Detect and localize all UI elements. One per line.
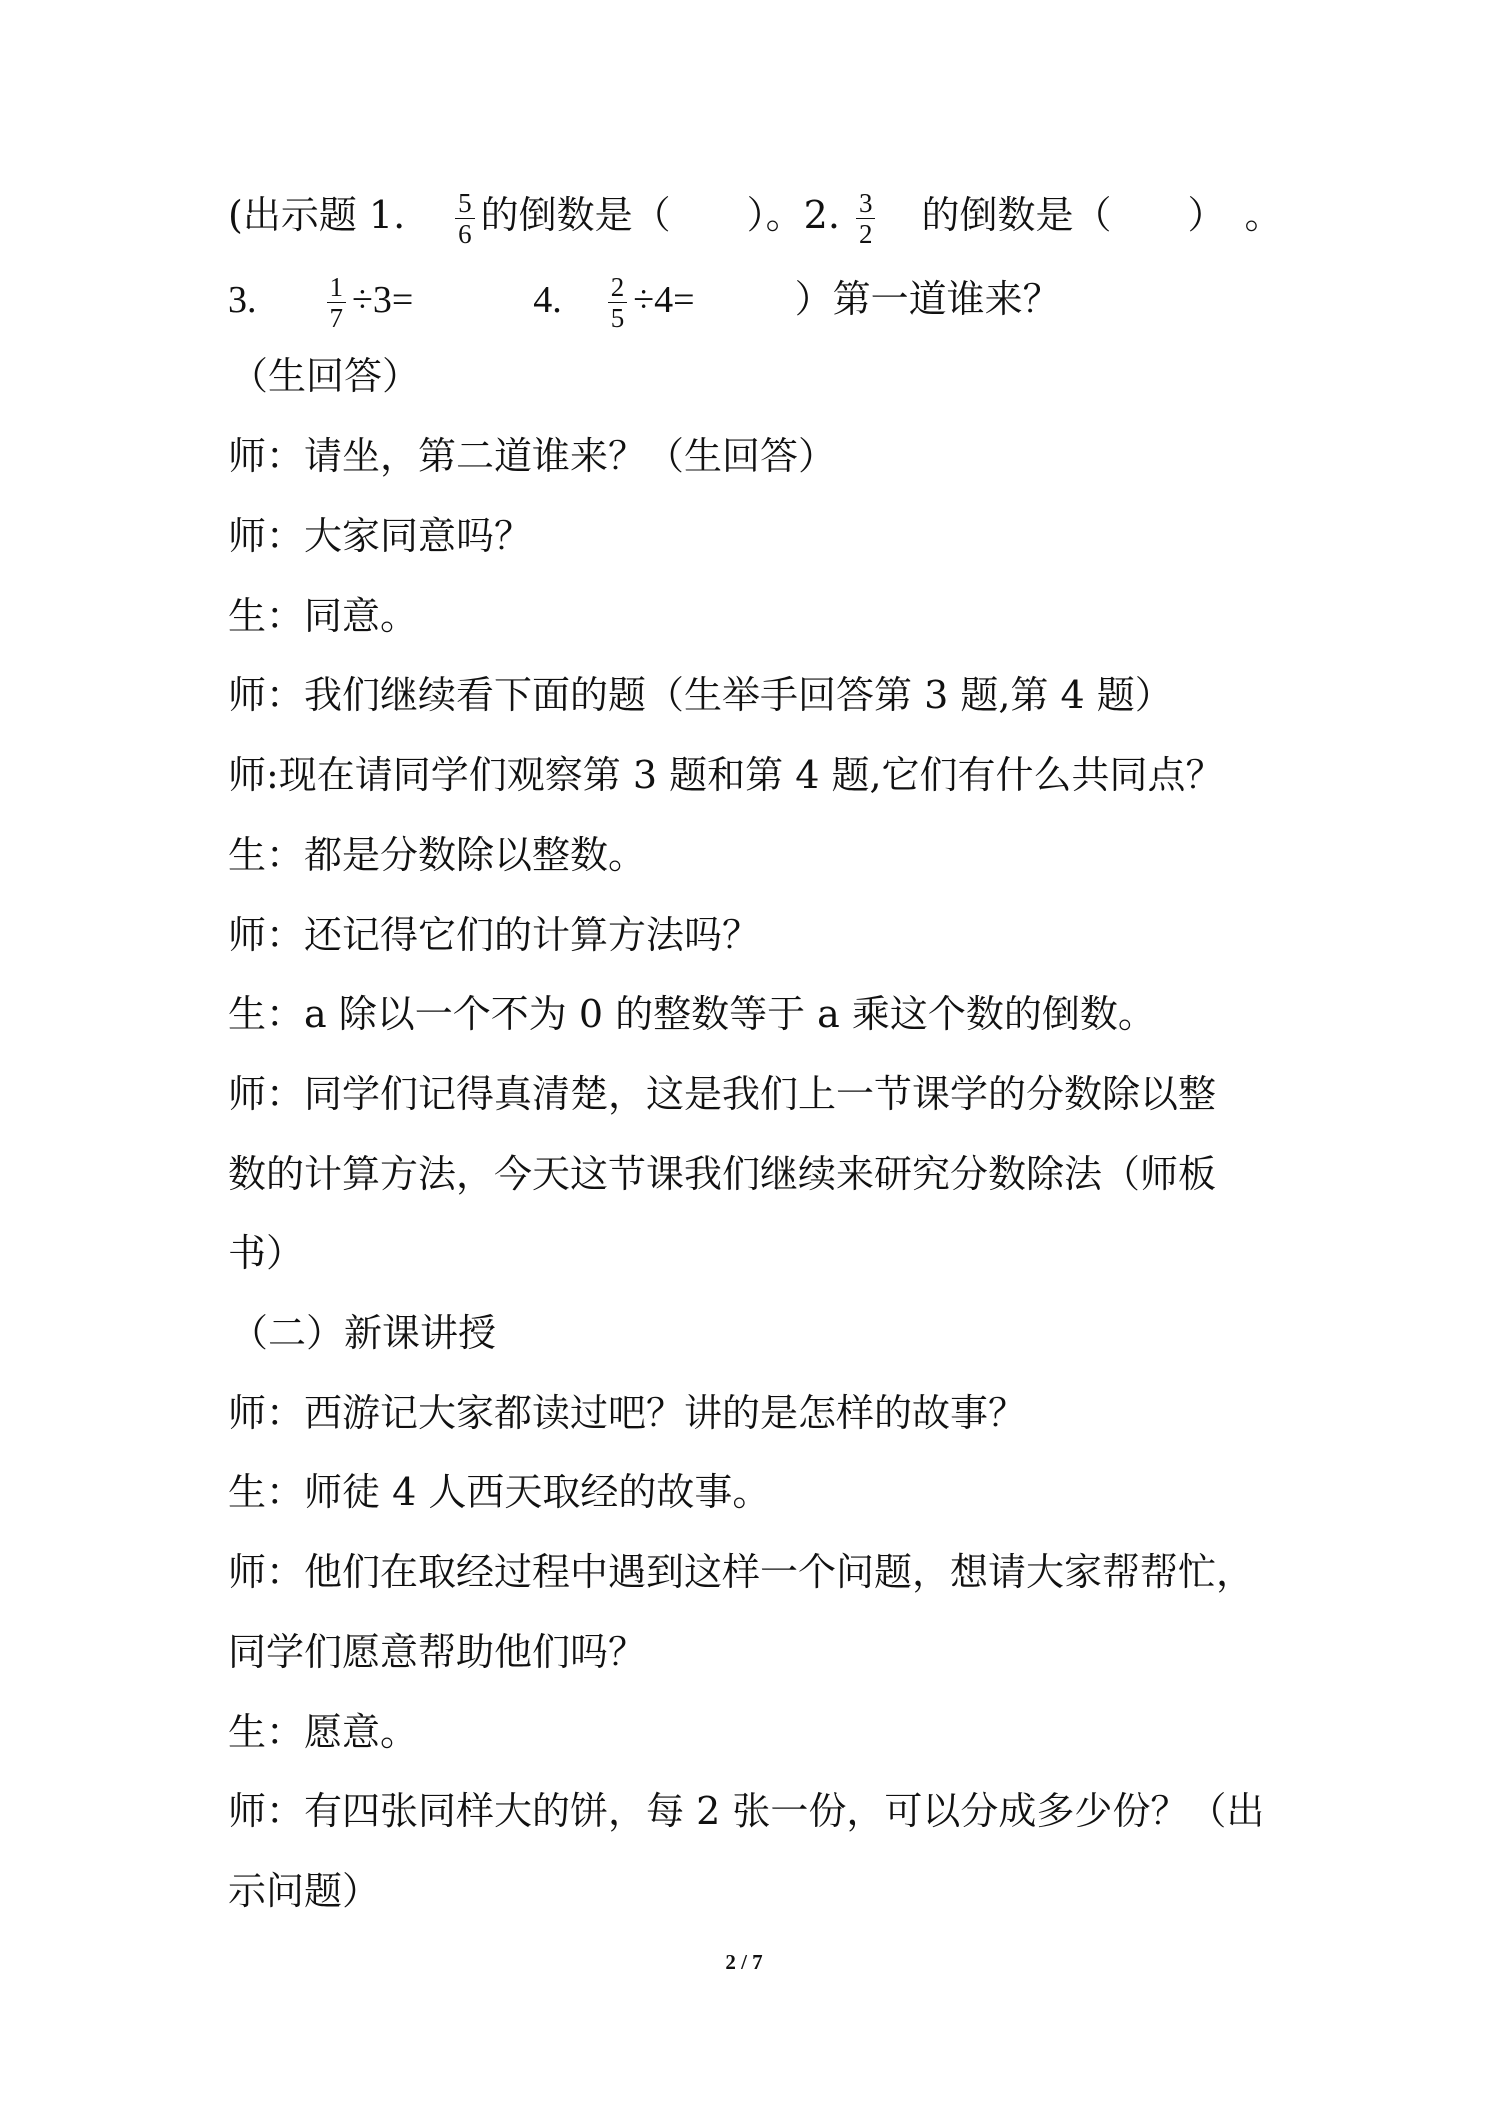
fraction-5-6: $\frac{5}{6}$ [455, 188, 475, 249]
problem-2-text: 的倒数是（ ） 。 [921, 193, 1283, 237]
fraction-2-5: $\frac{2}{5}$ [608, 272, 628, 333]
text-line: 生：同意。 [228, 594, 419, 638]
problem-line-2 [228, 272, 1278, 333]
text-line: 师：西游记大家都读过吧？讲的是怎样的故事？ [228, 1391, 1027, 1435]
problem-4-label: 4. [533, 279, 562, 321]
problem-line-tail: ）第一道谁来？ [794, 277, 1061, 321]
text-line: 师：我们继续看下面的题（生举手回答第 3 题,第 4 题） [228, 673, 1173, 717]
text-line: 师：请坐，第二道谁来？（生回答） [228, 434, 837, 478]
text-line: 示问题） [228, 1869, 381, 1913]
text-line: 生：a 除以一个不为 0 的整数等于 a 乘这个数的倒数。 [228, 992, 1156, 1036]
problem-3-label: 3. [228, 279, 257, 321]
text-line: 师：同学们记得真清楚，这是我们上一节课学的分数除以整 [228, 1072, 1217, 1116]
problem-4-expression: ÷4= [633, 279, 695, 321]
fraction-3-2: $\frac{3}{2}$ [856, 188, 876, 249]
text-line: 生：都是分数除以整数。 [228, 833, 647, 877]
text-line: 师：还记得它们的计算方法吗？ [228, 913, 761, 957]
section-heading: （二）新课讲授 [230, 1311, 497, 1355]
text-line: 师：他们在取经过程中遇到这样一个问题，想请大家帮帮忙， [228, 1550, 1255, 1594]
text-line: 师：有四张同样大的饼，每 2 张一份，可以分成多少份？（出 [228, 1789, 1265, 1833]
text-line: 生：愿意。 [228, 1710, 419, 1754]
fraction-1-7: $\frac{1}{7}$ [327, 272, 347, 333]
text-line: 同学们愿意帮助他们吗？ [228, 1630, 647, 1674]
text-line: （生回答） [230, 354, 421, 398]
page-number: 2 / 7 [725, 1950, 763, 1974]
text-line: 师:现在请同学们观察第 3 题和第 4 题,它们有什么共同点？ [228, 753, 1224, 797]
text-line: 书） [228, 1231, 305, 1275]
text-line: 数的计算方法，今天这节课我们继续来研究分数除法（师板 [228, 1152, 1217, 1196]
problem-3-expression: ÷3= [352, 279, 414, 321]
text-line: 生：师徒 4 人西天取经的故事。 [228, 1470, 771, 1514]
problem-line-1 [228, 188, 1283, 249]
text-line: 师：大家同意吗？ [228, 514, 533, 558]
problem-1-label: (出示题 1. [228, 193, 406, 237]
problem-1-text: 的倒数是（ ）。2. [480, 193, 840, 237]
